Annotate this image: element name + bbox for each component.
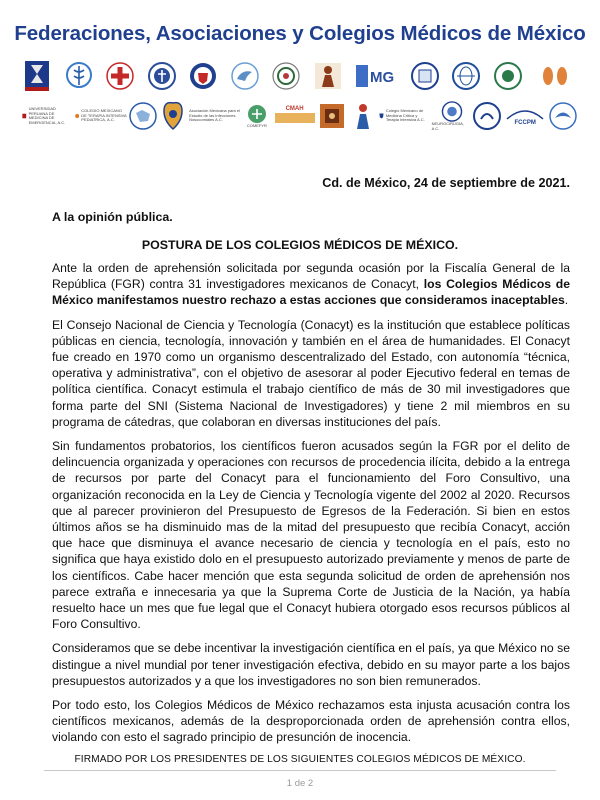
footer-divider — [44, 770, 556, 771]
hourglass-crest-icon — [22, 61, 52, 91]
university-logo-icon: UNIVERSIDAD PERUANA DE MEDICINA DE EMERGENCIA, A.C. — [22, 105, 74, 127]
footprint-logo-icon — [534, 63, 578, 89]
salutation: A la opinión pública. — [52, 210, 173, 224]
figure-logo-icon — [313, 61, 343, 91]
aztec-logo-icon — [317, 101, 347, 131]
blue-wing-icon — [548, 101, 578, 131]
paragraph-2: El Consejo Nacional de Ciencia y Tecnología (Conacyt) es la institución que establece políticas públicas en ciencia, tecnología, innovación y también en el área de humanidades. El Conacyt fue creado en 1970 como un organismo descentralizado del Estado, con autonomía “técnica, operativa y administrativa”, con el objetivo de asesorar al poder Ejecutivo federal en temas de política científica. Conacyt estimula el trabajo científico de más de 30 mil investigadores que forma parte del SNI (Sistema Nacional de Investigadores) y tiene 2 mil miembros en su programa de cátedras, que colaboran en diversas instituciones del país. — [52, 317, 570, 429]
blue-seal-icon — [410, 61, 440, 91]
heart-logo-icon — [158, 101, 188, 131]
logo-row-2 — [22, 96, 578, 136]
map-seal-icon — [128, 101, 158, 131]
tmg-logo-icon — [354, 63, 398, 89]
circle-seal-icon — [271, 61, 301, 91]
fccpm-logo-icon: FCCPM — [503, 103, 547, 129]
signed-by-note: FIRMADO POR LOS PRESIDENTES DE LOS SIGUIENTES COLEGIOS MÉDICOS DE MÉXICO. — [74, 754, 526, 765]
medical-seal-icon — [147, 61, 177, 91]
globe-seal-icon — [451, 61, 481, 91]
orange-badge-icon: COLEGIO MEXICANO DE TERAPIA INTENSIVA PEDIATRICA, A.C. — [75, 105, 127, 127]
paragraph-1: Ante la orden de aprehensión solicitada por segunda ocasión por la Fiscalía General de la República (FGR) contra 31 investigadores mexicanos de Conacyt, los Colegios Médicos de México manifestamos nuestro rechazo a estas acciones que consideramos inaceptables. — [52, 261, 570, 308]
neuro-seal-icon: NEUROCIRUGIA, A.C. — [432, 101, 472, 131]
paragraph-4: Consideramos que se debe incentivar la investigación científica en el país, ya que México no se distingue a nivel mundial por tener investigación efectiva, debido en su mayor parte a los bajos presupuestos autorizados y a que los investigadores no son bien remunerados. — [52, 641, 570, 688]
comf-logo-icon: COMEFYR — [242, 101, 272, 131]
svg-text:MG: MG — [370, 69, 395, 86]
page-title: Federaciones, Asociaciones y Colegios Médicos de México — [14, 22, 586, 45]
text-logo-icon: Asociación Mexicana para el Estudio de las Infecciones Nosocomiales A.C. — [189, 108, 240, 123]
document-title: POSTURA DE LOS COLEGIOS MÉDICOS DE MÉXICO. — [141, 238, 459, 252]
paragraph-5: Por todo esto, los Colegios Médicos de México rechazamos esta injusta acusación contra los científicos mexicanos, además de la desproporcionada orden de aprehensión contra ellos, violando con esto el sagrado principio de presunción de inocencia. — [52, 698, 570, 745]
paragraph-1-emphasis: los Colegios Médicos de México manifestamos nuestro rechazo a estas acciones que consideramos inaceptables — [52, 277, 570, 308]
green-seal-icon — [493, 61, 523, 91]
red-cross-logo-icon — [105, 61, 135, 91]
shield-blue-icon: Colegio Mexicano de Medicina Critica y Terapia Intensiva A.C. — [379, 105, 431, 127]
document-body — [52, 260, 570, 754]
cmah-logo-icon: CMAH — [273, 103, 317, 129]
figure-red-icon — [348, 101, 378, 131]
page-number: 1 de 2 — [286, 778, 314, 789]
caduceus-logo-icon — [64, 61, 94, 91]
hands-seal-icon — [472, 101, 502, 131]
shield-crest-icon — [188, 61, 218, 91]
paragraph-3: Sin fundamentos probatorios, los científicos fueron acusados según la FGR por el delito de delincuencia organizada y operaciones con recursos de procedencia ilícita, debido a la entrega de recursos por parte del Conacyt para el funcionamiento del Foro Consultivo, una organización reconocida en la Ley de Ciencia y Tecnología vigente del 2002 al 2020. Recursos que al parecer provinieron del Presupuesto de Egresos de la Federación. Si bien en estos últimos años se ha disminuido mas de la mitad del presupuesto que recibía Conacyt, acción que hace que disminuya el avance necesario de ciencia y tecnología en el país, esto no significa que haya existido dolo en el presupuesto autorizado previamente y menos de parte de los científicos. Cabe hacer mención que esta segunda solicitud de orden de aprehensión nos parece extraña e innecesaria ya que la Suprema Corte de Justicia de la Nación, ya había resuelto hace un mes que fue legal que el Conacyt hubiera otorgado esos recursos públicos al Foro Consultivo. — [52, 439, 570, 632]
document-date: Cd. de México, 24 de septiembre de 2021. — [322, 176, 570, 190]
logo-row-1 — [22, 56, 578, 96]
bird-logo-icon — [230, 61, 260, 91]
